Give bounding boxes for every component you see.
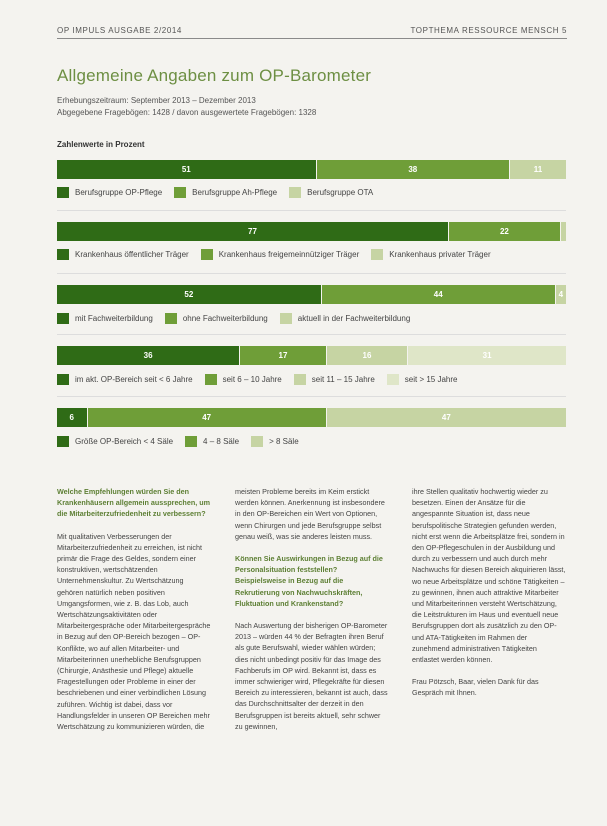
legend-swatch (280, 313, 292, 324)
legend-item (57, 187, 162, 198)
legend-swatch (57, 313, 69, 324)
legend-label: > 8 Säle (269, 436, 299, 446)
bar-segment: 16 (327, 346, 408, 365)
legend-swatch (205, 374, 217, 385)
stacked-bar-3 (57, 285, 566, 304)
legend-swatch (57, 187, 69, 198)
bar-segment: 77 (57, 222, 449, 241)
legend-item (289, 187, 373, 198)
legend-label: seit 6 – 10 Jahre (222, 374, 282, 384)
bar-segment: 47 (88, 408, 327, 427)
legend-item (57, 249, 189, 260)
legend-item (294, 374, 375, 385)
legend-item (185, 436, 239, 447)
legend-label: Berufsgruppe OTA (307, 187, 374, 197)
bar-segment: 22 (449, 222, 561, 241)
stacked-bar-1 (57, 160, 566, 179)
legend-item (205, 374, 282, 385)
values-in-percent-label: Zahlenwerte in Prozent (57, 140, 145, 149)
legend-label: mit Fachweiterbildung (75, 313, 153, 323)
legend-label: seit > 15 Jahre (404, 374, 458, 384)
bar-segment: 17 (240, 346, 327, 365)
legend-item (57, 374, 193, 385)
legend-label: Krankenhaus öffentlicher Träger (75, 249, 189, 259)
stacked-bar-2 (57, 222, 566, 241)
survey-meta (57, 95, 316, 119)
legend-swatch (174, 187, 186, 198)
legend-label: im akt. OP-Bereich seit < 6 Jahre (75, 374, 193, 384)
bar-segment (561, 222, 566, 241)
bar-segment: 11 (510, 160, 566, 179)
legend-item (174, 187, 277, 198)
legend-item (57, 436, 173, 447)
legend-swatch (201, 249, 213, 260)
answer-staffing: Nach Auswertung der bisherigen OP-Barometer 2013 – würden 44 % der Befragten ihren Beruf als gute Berufswahl, wieder wählen würden; dies nicht unbedingt positiv für das Image des Fachberufs im OP wird. Bekannt ist, dass es immer schwieriger wird, Pflegekräfte für diesen Bereich zu interessieren, bekannt ist auch, dass das Durchschnittsalter der derzeit in den Berufsgruppen ist bereits aktuell, sehr schwer zu gewinnen, (235, 621, 388, 731)
legend-item (201, 249, 360, 260)
legend-label: Größe OP-Bereich < 4 Säle (75, 436, 174, 446)
page-title: Allgemeine Angaben zum OP-Barometer (57, 66, 372, 85)
legend-label: 4 – 8 Säle (203, 436, 240, 446)
closing-remark: Frau Pötzsch, Baar, vielen Dank für das Gespräch mit Ihnen. (412, 677, 539, 698)
legend-4 (57, 373, 469, 385)
legend-swatch (251, 436, 263, 447)
survey-counts: Abgegebene Fragebögen: 1428 / davon ausgewertete Fragebögen: 1328 (57, 108, 317, 117)
chart-divider (57, 273, 566, 274)
chart-divider (57, 210, 566, 211)
legend-label: Krankenhaus freigemeinnütziger Träger (218, 249, 360, 259)
text-column-2 (235, 486, 389, 743)
bar-segment: 6 (57, 408, 88, 427)
answer-recommendations: Mit qualitativen Verbesserungen der Mitarbeiterzufriedenheit zu erreichen, ist nicht primär die Frage des Geldes, sondern einer konstruktiven, wertschätzenden Unternehmenskultur. Zu Wertschätzung gehören natürlich neben positiven Umgangsformen, wie z. B. das Lob, auch Wertschätzungsaktivitäten oder Mitarbeitergespräche oder Mitarbeitergespräche in Bezug auf den OP-Bereich bezogen – OP-Konflikte, wo auf allen Mitarbeiter- und Mitarbeiterinnen unerhebliche Berufsgruppen (Chirurgie, Anästhesie und Pflege) aktuelle Fragestellungen oder Probleme in einer der beschriebenen und einer verbindlichen Lösung zuführen. Wichtig ist dabei, dass vor Handlungsfelder in unseren OP Bereichen mehr Wertschätzung zu kommunizieren würden, die (57, 531, 211, 732)
chart-divider (57, 396, 566, 397)
question-staffing: Können Sie Auswirkungen in Bezug auf die Personalsituation feststellen? Beispielsweise in Bezug auf die Rekrutierung von Nachwuchskräften, Fluktuation und Krankenstand? (235, 554, 383, 608)
legend-swatch (165, 313, 177, 324)
chart-divider (57, 334, 566, 335)
legend-item (280, 313, 411, 324)
bar-segment: 31 (408, 346, 566, 365)
legend-5 (57, 435, 311, 447)
legend-item (371, 249, 490, 260)
legend-label: aktuell in der Fachweiterbildung (297, 313, 411, 323)
legend-label: Berufsgruppe OP-Pflege (75, 187, 163, 197)
legend-swatch (387, 374, 399, 385)
bar-segment: 4 (556, 285, 566, 304)
bar-segment: 52 (57, 285, 322, 304)
page-header (57, 26, 567, 36)
legend-label: Krankenhaus privater Träger (389, 249, 491, 259)
legend-swatch (57, 436, 69, 447)
answer-staffing-continued: ihre Stellen qualitativ hochwertig wieder zu besetzen. Einen der Ansätze für die angespannte Situation ist, dass neue berufspolitische Strategien gefunden werden, nicht erst wenn die Arbeitsplätze frei, sondern in den OP-Pflegeschulen in der Ausbildung und durch zu verbessern und auch durch mehr Nachwuchs für diesen Bereich akquirieren lässt, wo neue Arbeitsplätze und schöne Tätigkeiten – zu gewinnen, ihnen auch attraktive Mitarbeiter und Mitarbeiterinnen versteht Wertschätzung, die Leitstrukturen im Haus und eventuell neue Berufsgruppen dort als zusätzlich zu den OP- und ATA-Tätigkeiten im Rahmen der zunehmend administrativen Tätigkeiten entlastet werden können. (412, 487, 566, 665)
header-publication: OP IMPULS AUSGABE 2/2014 (57, 26, 182, 35)
legend-swatch (294, 374, 306, 385)
legend-swatch (57, 249, 69, 260)
bar-segment: 51 (57, 160, 317, 179)
legend-2 (57, 248, 503, 260)
header-section: TOPTHEMA RESSOURCE MENSCH 5 (410, 26, 567, 35)
legend-label: ohne Fachweiterbildung (182, 313, 268, 323)
legend-swatch (289, 187, 301, 198)
bar-segment: 36 (57, 346, 240, 365)
header-rule (57, 38, 567, 39)
legend-swatch (57, 374, 69, 385)
legend-label: Berufsgruppe Ah-Pflege (192, 187, 278, 197)
legend-3 (57, 312, 422, 324)
bar-segment: 44 (322, 285, 556, 304)
legend-swatch (185, 436, 197, 447)
legend-item (387, 374, 458, 385)
text-column-1 (57, 486, 211, 743)
legend-item (165, 313, 268, 324)
bar-segment: 38 (317, 160, 510, 179)
legend-label: seit 11 – 15 Jahre (311, 374, 375, 384)
answer-continued: meisten Probleme bereits im Keim erstickt werden können. Anerkennung ist insbesondere in den OP-Bereichen ein Wert von Optionen, wenn Chirurgen und jede Berufsgruppe selbst genau weiß, was sie anderes leisten muss. (235, 487, 385, 541)
bar-segment: 47 (327, 408, 566, 427)
text-column-3 (412, 486, 566, 710)
legend-item (57, 313, 153, 324)
legend-1 (57, 186, 385, 198)
stacked-bar-5 (57, 408, 566, 427)
question-recommendations: Welche Empfehlungen würden Sie den Krankenhäusern allgemein aussprechen, um die Mitarbeiterzufriedenheit zu verbessern? (57, 487, 210, 519)
legend-swatch (371, 249, 383, 260)
stacked-bar-4 (57, 346, 566, 365)
survey-period: Erhebungszeitraum: September 2013 – Dezember 2013 (57, 96, 256, 105)
legend-item (251, 436, 299, 447)
